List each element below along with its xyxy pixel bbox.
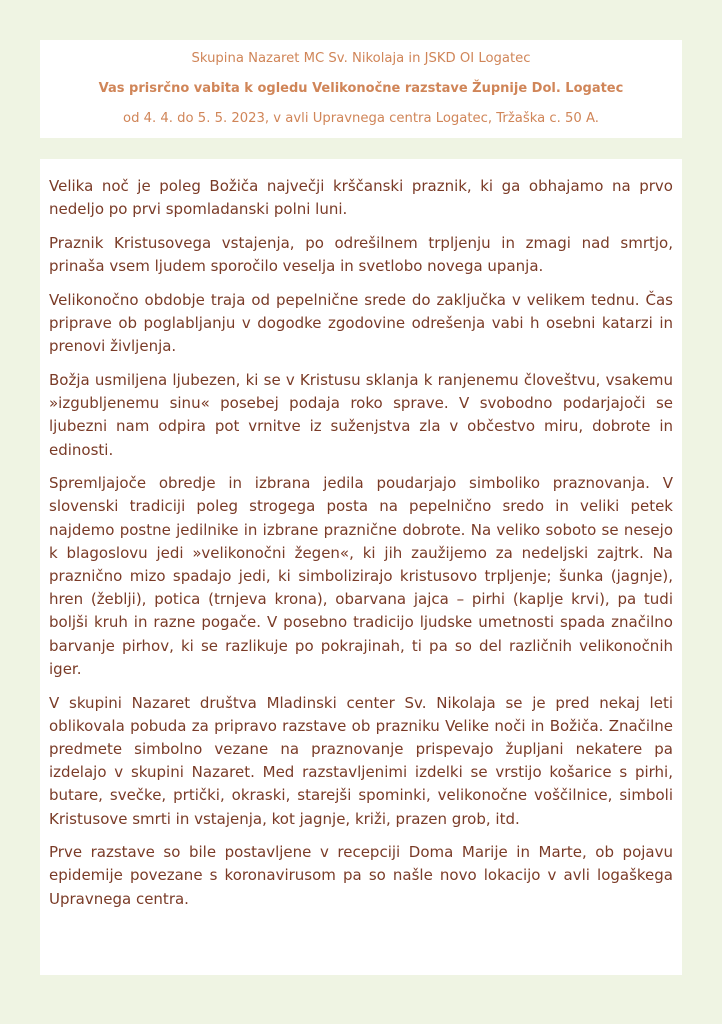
paragraph-6: V skupini Nazaret društva Mladinski center Sv. Nikolaja se je pred nekaj leti oblikovala pobuda za pripravo razstave ob prazniku Velike noči in Božiča. Značilne predmete simbolno vezane na praznovanje prispevajo župljani nekatere pa izdelajo v skupini Nazaret. Med razstavljenimi izdelki se vrstijo košarice s pirhi, butare, svečke, prtički, okraski, starejši spominki, velikonočne voščilnice, simboli Kristusove smrti in vstajenja, kot jagnje, križi, prazen grob, itd. (49, 693, 673, 828)
paragraph-4: Božja usmiljena ljubezen, ki se v Kristusu sklanja k ranjenemu človeštvu, vsakemu »izgubljenemu sinu« posebej podaja roko sprave. V svobodno podarjajoči se ljubezni nam odpira pot vrnitve iz suženjstva zla v občestvo miru, dobrote in edinosti. (49, 370, 673, 459)
paragraph-7: Prve razstave so bile postavljene v recepciji Doma Marije in Marte, ob pojavu epidemije povezane s koronavirusom pa so našle novo lokacijo v avli logaškega Upravnega centra. (49, 843, 673, 908)
date-location-line: od 4. 4. do 5. 5. 2023, v avli Upravnega centra Logatec, Tržaška c. 50 A. (123, 111, 599, 126)
paragraph-5: Spremljajoče obredje in izbrana jedila poudarjajo simboliko praznovanja. V slovenski tradiciji poleg strogega posta na pepelnično sredo in veliki petek najdemo postne jedilnike in izbrane praznične dobrote. Na veliko soboto se nesejo k blagoslovu jedi »velikonočni žegen«, ki jih zaužijemo za nedeljski zajtrk. Na praznično mizo spadajo jedi, ki simbolizirajo kristusovo trpljenje; šunka (jagnje), hren (žeblji), potica (trnjeva krona), obarvana jajca – pirhi (kaplje krvi), pa tudi boljši kruh in razne pogače. V posebno tradicijo ljudske umetnosti spada značilno barvanje pirhov, ki se razlikuje po pokrajinah, ti pa so del različnih velikonočnih iger. (49, 474, 673, 678)
invitation-title: Vas prisrčno vabita k ogledu Velikonočne razstave Župnije Dol. Logatec (98, 81, 624, 96)
paragraph-3: Velikonočno obdobje traja od pepelnične srede do zaključka v velikem tednu. Čas priprave ob poglabljanju v dogodke zgodovine odrešenja vabi h osebni katarzi in prenovi življenja. (49, 290, 673, 356)
organizers-line: Skupina Nazaret MC Sv. Nikolaja in JSKD OI Logatec (191, 51, 531, 66)
article-body (40, 159, 682, 975)
paragraph-1: Velika noč je poleg Božiča največji krščanski praznik, ki ga obhajamo na prvo nedeljo po prvi spomladanski polni luni. (49, 177, 673, 219)
paragraph-2: Praznik Kristusovega vstajenja, po odrešilnem trpljenju in zmagi nad smrtjo, prinaša vsem ljudem sporočilo veselja in svetlobo novega upanja. (49, 233, 673, 276)
invitation-header (40, 40, 682, 138)
